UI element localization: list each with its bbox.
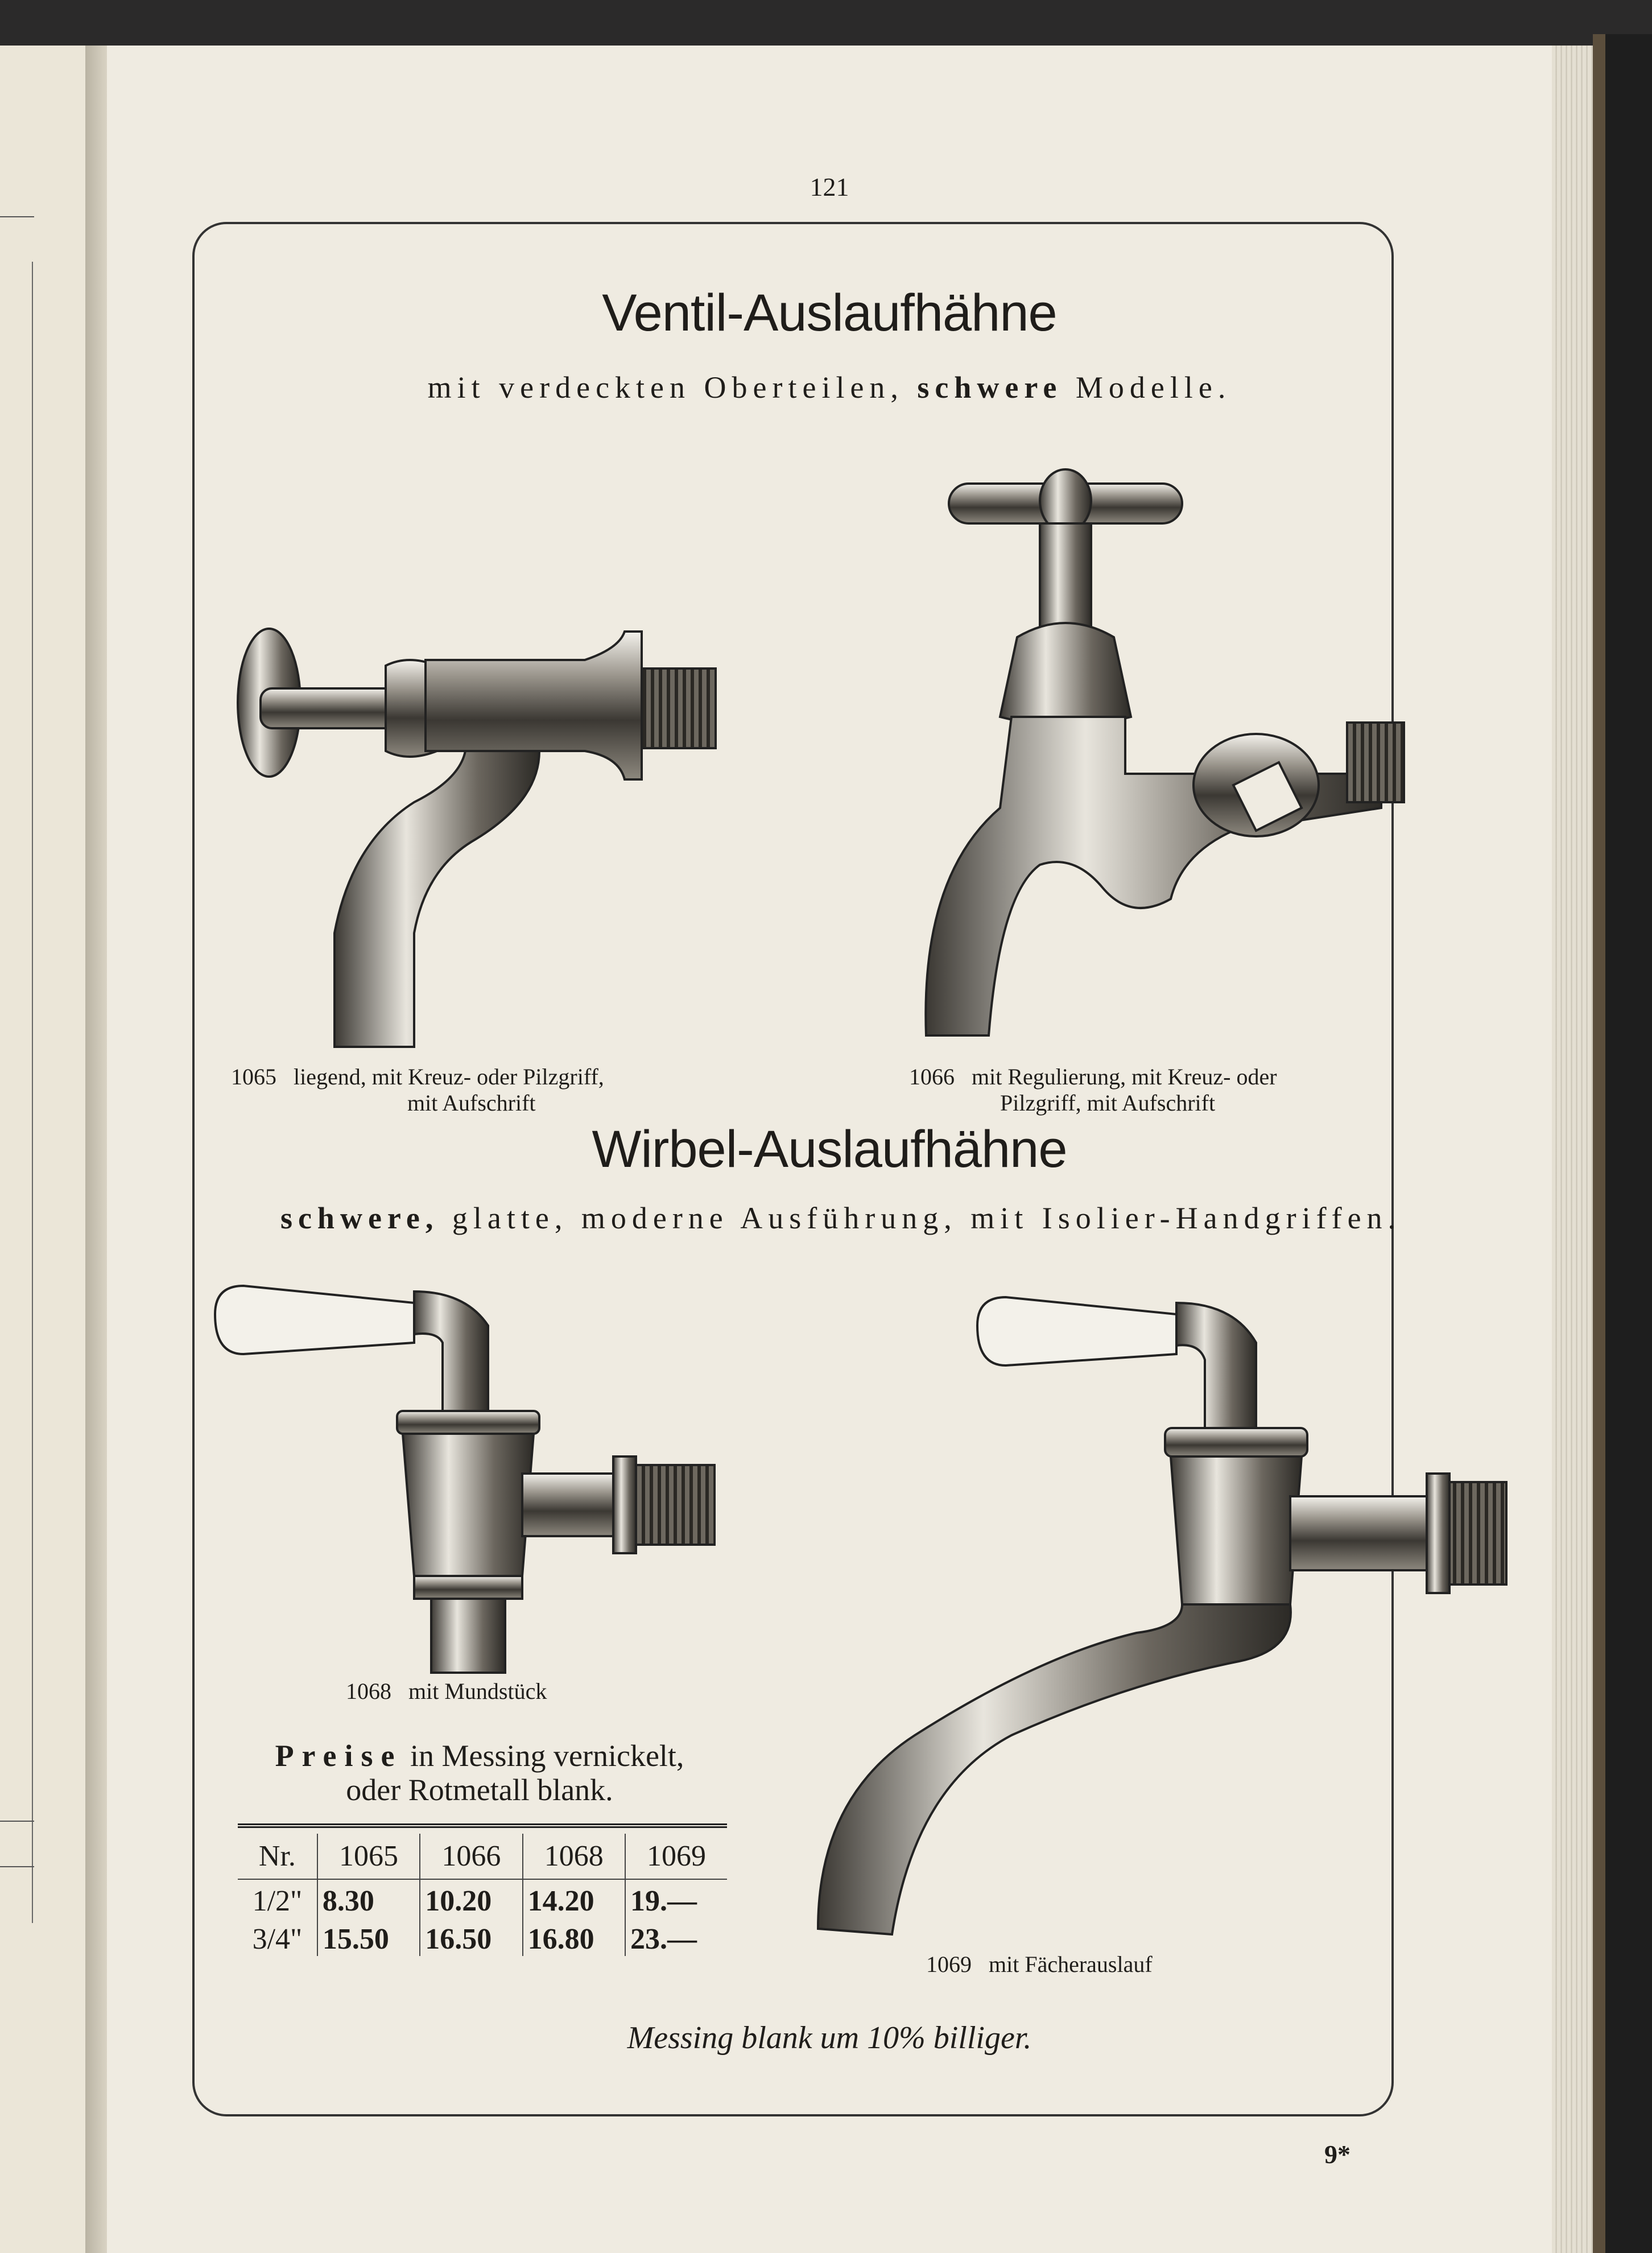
price-cell: 16.50 (420, 1918, 522, 1956)
table-row (238, 1918, 727, 1956)
table-row (238, 1879, 727, 1918)
size-cell: 3/4" (252, 1923, 303, 1955)
caption-1066: 1066 mit Regulierung, mit Kreuz- oder Pilzgriff, mit Aufschrift (909, 1064, 1277, 1116)
caption-1069: 1069 mit Fächerauslauf (926, 1951, 1153, 1977)
catalog-page (107, 46, 1552, 2253)
price-cell: 16.80 (523, 1918, 625, 1956)
faucet-1068-illustration (204, 1280, 716, 1678)
facing-page-edge (0, 46, 85, 2253)
section-subtitle-wirbel: schwere, glatte, moderne Ausführung, mit Isolier-Handgriffen. (280, 1201, 1402, 1235)
faucet-1069-illustration (784, 1286, 1512, 1946)
header-cell: 1065 (317, 1834, 420, 1879)
price-cell: 15.50 (317, 1918, 420, 1956)
caption-1065: 1065 liegend, mit Kreuz- oder Pilzgriff, mit Aufschrift (231, 1064, 604, 1116)
header-cell: 1066 (420, 1834, 522, 1879)
price-cell: 10.20 (420, 1879, 522, 1918)
book-gutter (85, 46, 107, 2253)
prices-title: Preise in Messing vernickelt, oder Rotmetall blank. (275, 1739, 684, 1807)
footnote: Messing blank um 10% billiger. (627, 2020, 1032, 2056)
price-cell: 19.— (625, 1879, 727, 1918)
sheet-mark: 9* (1324, 2140, 1350, 2169)
price-cell: 8.30 (317, 1879, 420, 1918)
section-subtitle-ventil: mit verdeckten Oberteilen, schwere Modelle. (427, 370, 1232, 405)
caption-1068: 1068 mit Mundstück (346, 1678, 547, 1704)
header-cell: 1068 (523, 1834, 625, 1879)
section-title-wirbel: Wirbel-Auslaufhähne (592, 1120, 1067, 1178)
book-cover (1593, 34, 1652, 2253)
page-number: 121 (810, 172, 849, 201)
price-table-header (238, 1834, 727, 1879)
faucet-1066-illustration (915, 467, 1484, 1058)
price-cell: 14.20 (523, 1879, 625, 1918)
faucet-1065-illustration (221, 614, 790, 1058)
size-cell: 1/2" (252, 1885, 303, 1917)
price-table (238, 1823, 727, 1956)
header-cell: 1069 (625, 1834, 727, 1879)
header-cell: Nr. (238, 1834, 317, 1879)
section-title-ventil: Ventil-Auslaufhähne (602, 284, 1057, 342)
price-cell: 23.— (625, 1918, 727, 1956)
